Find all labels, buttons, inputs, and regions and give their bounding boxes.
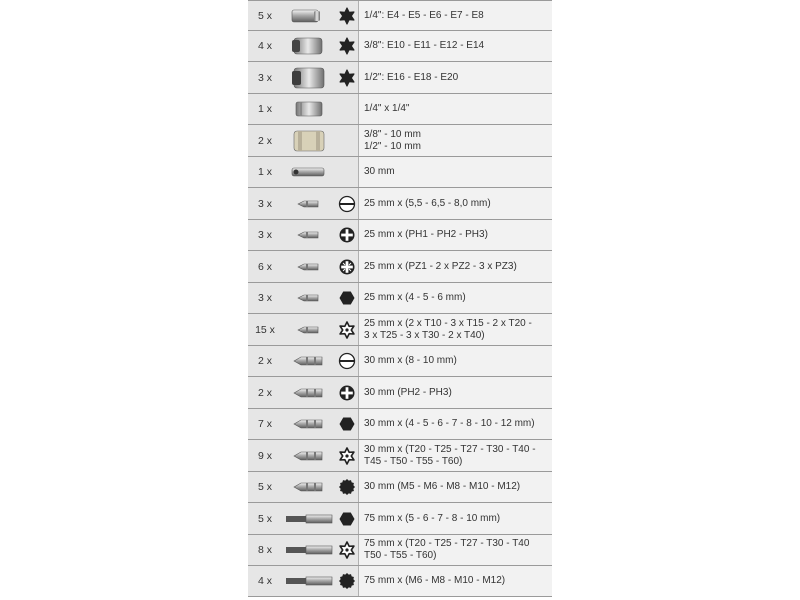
description [358,503,552,534]
description [358,62,552,93]
table-row [248,94,552,125]
description [358,409,552,439]
table-row [248,157,552,188]
quantity: 3 x [257,197,272,210]
quantity: 1 x [257,103,272,115]
torx-star-filled-icon [336,31,358,61]
quantity: 2 x [257,134,272,147]
description [358,94,552,124]
description-line: 30 mm x (4 - 5 - 6 - 7 - 8 - 10 - 12 mm) [364,418,535,429]
none-icon [336,157,358,187]
table-row [248,535,552,566]
quantity: 4 x [257,575,272,587]
description [358,566,552,596]
description-line: 30 mm x (T20 - T25 - T27 - T30 - T40 - [364,443,536,455]
description-line: T45 - T50 - T55 - T60) [364,455,463,467]
description [358,125,552,156]
description-line: 25 mm x (5,5 - 6,5 - 8,0 mm) [364,197,491,209]
table-row [248,377,552,409]
bit-30-icon [284,377,336,408]
description [358,377,552,408]
table-row [248,440,552,472]
table-row [248,31,552,62]
socket-small-icon [284,1,336,30]
description-line: 3 x T25 - 3 x T30 - 2 x T40) [364,329,485,341]
table-row [248,188,552,220]
description-line: 1/2": E16 - E18 - E20 [364,71,459,83]
table-row [248,283,552,314]
description [358,188,552,219]
table-row [248,566,552,597]
description-line: 1/4" x 1/4" [364,103,410,114]
description-line: 1/4": E4 - E5 - E6 - E7 - E8 [364,9,484,21]
phillips-icon [336,377,358,408]
table-row [248,314,552,346]
phillips-icon [336,220,358,250]
hex-icon [336,409,358,439]
description [358,314,552,345]
description [358,440,552,471]
bit-long-icon [284,503,336,534]
table-row [248,0,552,31]
table-row [248,125,552,157]
bit-short-icon [284,251,336,282]
quantity: 3 x [257,71,272,84]
torx-outline-icon [336,440,358,471]
description [358,472,552,502]
description-line: 30 mm (PH2 - PH3) [364,386,452,398]
table-row [248,409,552,440]
bit-30-icon [284,346,336,376]
description [358,157,552,187]
quantity: 1 x [257,166,272,178]
torx-outline-icon [336,535,358,565]
quantity: 6 x [257,260,272,273]
quantity: 3 x [257,292,272,304]
description-line: 75 mm x (T20 - T25 - T27 - T30 - T40 [364,538,530,549]
quantity: 2 x [257,355,272,367]
description-line: T50 - T55 - T60) [364,550,437,561]
description-line: 30 mm [364,166,395,177]
description-line: 25 mm x (PZ1 - 2 x PZ2 - 3 x PZ3) [364,260,517,272]
description [358,251,552,282]
quantity: 5 x [257,512,272,525]
table-row [248,472,552,503]
torx-outline-icon [336,314,358,345]
quantity: 7 x [257,418,272,430]
quantity: 2 x [257,386,272,399]
description [358,31,552,61]
table-row [248,346,552,377]
slotted-icon [336,188,358,219]
torx-star-filled-icon [336,62,358,93]
bit-long-icon [284,535,336,565]
description-line: 30 mm (M5 - M6 - M8 - M10 - M12) [364,481,521,492]
description-line: 1/2" - 10 mm [364,140,421,152]
bit-short-icon [284,220,336,250]
description-line: 25 mm x (PH1 - PH2 - PH3) [364,229,488,240]
description-line: 25 mm x (4 - 5 - 6 mm) [364,292,466,303]
adapter-large-icon [284,125,336,156]
bit-long-icon [284,566,336,596]
socket-large-icon [284,62,336,93]
quantity: 9 x [257,449,272,462]
description-line: 3/8": E10 - E11 - E12 - E14 [364,40,485,51]
description-line: 30 mm x (8 - 10 mm) [364,355,457,366]
hex-icon [336,503,358,534]
slotted-icon [336,346,358,376]
none-icon [336,125,358,156]
quantity: 8 x [257,544,272,556]
quantity: 4 x [257,40,272,52]
quantity: 5 x [257,481,272,493]
socket-medium-icon [284,31,336,61]
hex-icon [336,283,358,313]
description [358,346,552,376]
table-row [248,503,552,535]
description [358,220,552,250]
quantity: 15 x [255,323,275,336]
spline-icon [336,566,358,596]
quantity: 5 x [257,9,272,22]
adapter-small-icon [284,94,336,124]
bit-30-icon [284,440,336,471]
description [358,535,552,565]
tool-set-table [248,0,552,597]
bit-30-icon [284,409,336,439]
quantity: 3 x [257,229,272,241]
spline-icon [336,472,358,502]
torx-star-filled-icon [336,1,358,30]
table-row [248,62,552,94]
bit-short-icon [284,188,336,219]
table-row [248,220,552,251]
description-line: 75 mm x (5 - 6 - 7 - 8 - 10 mm) [364,512,501,524]
table-row [248,251,552,283]
bit-short-icon [284,314,336,345]
bit-holder-icon [284,157,336,187]
none-icon [336,94,358,124]
description-line: 75 mm x (M6 - M8 - M10 - M12) [364,575,506,586]
pozidriv-icon [336,251,358,282]
description-line: 25 mm x (2 x T10 - 3 x T15 - 2 x T20 - [364,317,532,329]
description [358,1,552,30]
description-line: 3/8" - 10 mm [364,128,421,140]
bit-short-icon [284,283,336,313]
bit-30-icon [284,472,336,502]
description [358,283,552,313]
